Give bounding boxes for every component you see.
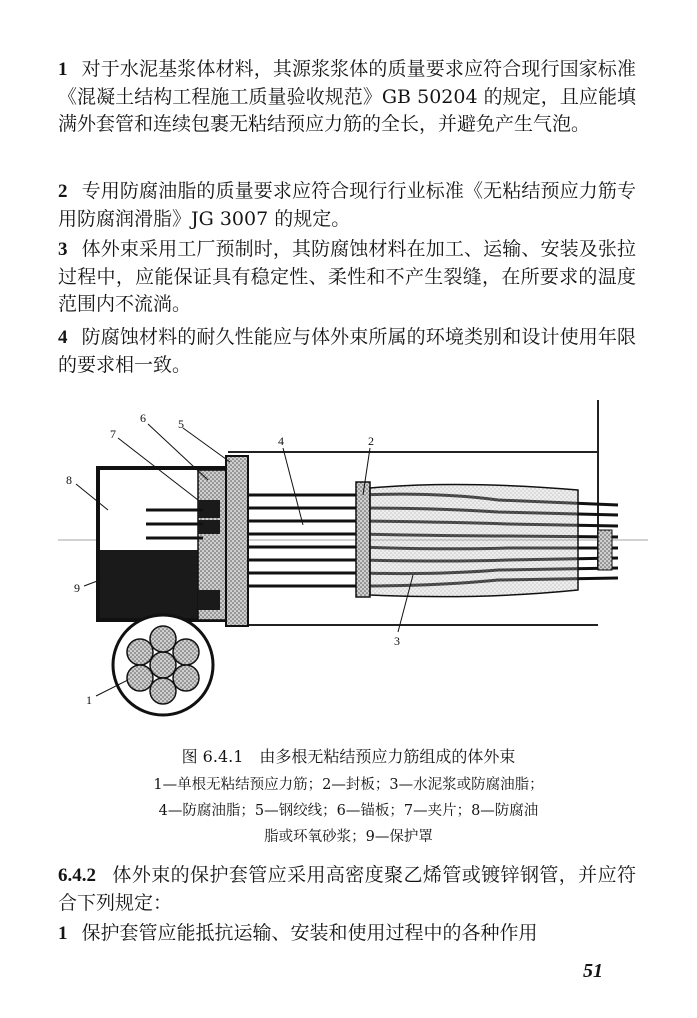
figure-legend-line-3: 脂或环氧砂浆；9—保护罩 [264,829,433,845]
clause-item-last [58,920,636,948]
item-number: 4 [58,327,68,348]
callout-8: 8 [66,473,72,487]
clause-item-2 [58,178,636,233]
clause-item-1 [58,56,636,139]
section-6-4-2 [58,862,636,917]
callout-6: 6 [140,411,146,425]
item-text: 对于水泥基浆体材料，其源浆浆体的质量要求应符合现行国家标准《混凝土结构工程施工质量验收规范》GB 50204 的规定，且应能填满外套管和连续包裹无粘结预应力筋的全长，并避免产生气泡。 [58,58,636,135]
item-number: 1 [58,923,68,944]
item-number: 2 [58,181,68,202]
clause-item-4 [58,324,636,379]
callout-9: 9 [74,581,80,595]
figure-legend-line-2: 4—防腐油脂；5—钢绞线；6—锚板；7—夹片；8—防腐油 [158,803,539,819]
callout-2: 2 [368,434,374,448]
item-text: 体外束采用工厂预制时，其防腐蚀材料在加工、运输、安装及张拉过程中，应能保证具有稳定性、柔性和不产生裂缝，在所要求的温度范围内不流淌。 [58,238,636,315]
item-text: 防腐蚀材料的耐久性能应与体外束所属的环境类别和设计使用年限的要求相一致。 [58,326,636,376]
item-number: 1 [58,59,68,80]
callout-7: 7 [110,427,116,441]
section-number: 6.4.2 [58,865,96,886]
section-text: 体外束的保护套管应采用高密度聚乙烯管或镀锌钢管，并应符合下列规定： [58,864,636,914]
callout-5: 5 [178,417,184,431]
item-text: 保护套管应能抵抗运输、安装和使用过程中的各种作用 [81,922,538,944]
cross-section [113,615,213,715]
callout-4: 4 [278,434,284,448]
seal-plate [356,482,370,597]
item-number: 3 [58,239,68,260]
duct-grout [370,484,578,596]
callout-1: 1 [86,693,92,707]
figure-legend-line-1: 1—单根无粘结预应力筋；2—封板；3—水泥浆或防腐油脂； [153,777,544,793]
page-number: 51 [583,960,603,982]
tendon-figure [58,400,648,725]
item-text: 专用防腐油脂的质量要求应符合现行行业标准《无粘结预应力筋专用防腐润滑脂》JG 3007 的规定。 [58,180,636,230]
duct-end [598,530,612,570]
anchor-plate [198,456,248,626]
callout-3: 3 [394,634,400,648]
clause-item-3 [58,236,636,319]
figure-caption-title: 图 6.4.1 由多根无粘结预应力筋组成的体外束 [181,747,516,766]
